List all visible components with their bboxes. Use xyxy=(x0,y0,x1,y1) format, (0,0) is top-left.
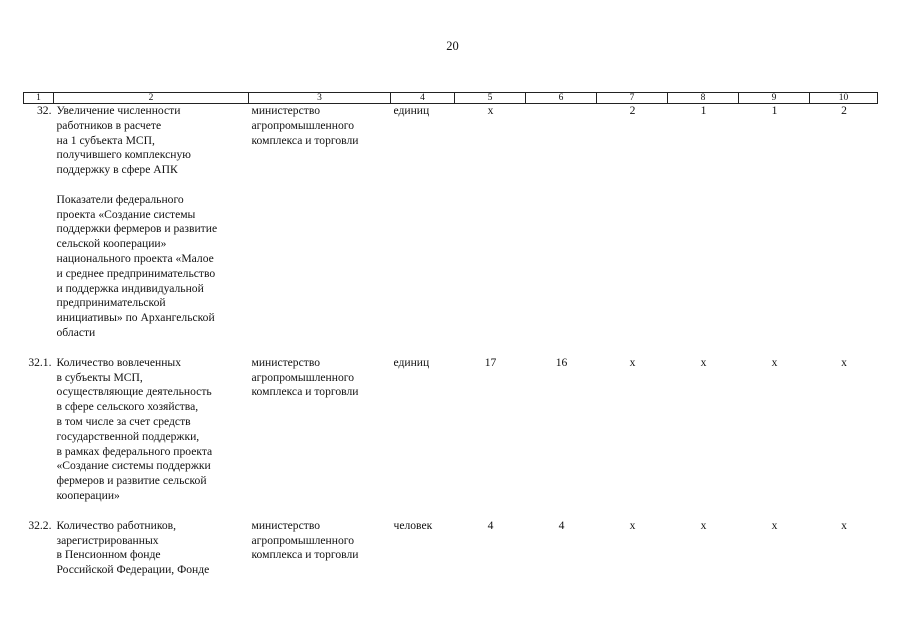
column-number: 6 xyxy=(526,93,597,104)
column-number: 3 xyxy=(249,93,391,104)
value-cell: х xyxy=(771,518,778,532)
table-row xyxy=(24,356,878,519)
responsible-org-line: агропромышленного xyxy=(251,533,355,547)
unit-cell: единиц xyxy=(393,104,430,117)
indicator-name xyxy=(54,104,249,356)
responsible-org-line: комплекса и торговли xyxy=(251,385,359,399)
responsible-org-line: министерство xyxy=(251,518,321,532)
indicator-name-line: в рамках федерального проекта xyxy=(56,444,213,458)
column-number: 4 xyxy=(391,93,455,104)
indicator-name-line: работников в расчете xyxy=(56,118,162,132)
unit-cell: человек xyxy=(393,518,433,532)
responsible-org-line: комплекса и торговли xyxy=(251,133,359,147)
unit-cell: единиц xyxy=(393,355,430,369)
table-row xyxy=(24,519,878,578)
value-cell: х xyxy=(771,355,778,369)
column-number: 10 xyxy=(810,93,878,104)
value-cell: 16 xyxy=(555,355,568,369)
responsible-org-line: комплекса и торговли xyxy=(251,548,359,562)
section-note-line: проекта «Создание системы xyxy=(56,207,196,221)
value-cell xyxy=(526,104,597,356)
value-cell: 4 xyxy=(558,518,565,532)
indicator-name-line: «Создание системы поддержки xyxy=(56,459,211,473)
responsible-org xyxy=(249,356,391,519)
indicator-name-line: зарегистрированных xyxy=(56,533,159,547)
responsible-org-line: агропромышленного xyxy=(251,118,355,132)
value-cell: х xyxy=(700,355,707,369)
indicator-name-line: государственной поддержки, xyxy=(56,429,200,443)
indicator-name-line: в субъекты МСП, xyxy=(56,370,143,384)
column-number: 1 xyxy=(24,93,54,104)
section-note-line: Показатели федерального xyxy=(56,192,184,206)
value-cell: 1 xyxy=(771,104,778,117)
column-number: 9 xyxy=(739,93,810,104)
section-note-line: и поддержка индивидуальной xyxy=(56,281,204,295)
section-note-line: области xyxy=(56,325,96,339)
value-cell: 17 xyxy=(484,355,497,369)
indicator-name-line: кооперации» xyxy=(56,488,120,502)
indicator-name-line: Количество работников, xyxy=(56,518,177,532)
column-number: 7 xyxy=(597,93,668,104)
page-number: 20 xyxy=(446,39,459,53)
indicator-name-line: поддержку в сфере АПК xyxy=(56,163,178,177)
value-cell: 2 xyxy=(841,104,847,117)
section-note-line: национального проекта «Малое xyxy=(56,251,214,265)
column-number-row xyxy=(24,93,878,104)
indicator-name-line: в Пенсионном фонде xyxy=(56,548,161,562)
responsible-org xyxy=(249,519,391,578)
row-number: 32.2. xyxy=(28,518,52,532)
value-cell: х xyxy=(841,355,847,369)
indicator-name-line: Количество вовлеченных xyxy=(56,355,181,369)
row-number: 32. xyxy=(37,104,52,117)
indicator-name-line: в сфере сельского хозяйства, xyxy=(56,400,199,414)
responsible-org-line: министерство xyxy=(251,355,321,369)
section-note-line: предпринимательской xyxy=(56,296,166,310)
indicators-table xyxy=(23,92,878,578)
value-cell: х xyxy=(700,518,707,532)
value-cell: х xyxy=(629,518,636,532)
section-note-line: инициативы» по Архангельской xyxy=(56,311,215,325)
value-cell: 2 xyxy=(629,104,636,117)
responsible-org xyxy=(249,104,391,356)
indicator-name-line: получившего комплексную xyxy=(56,148,191,162)
section-note-line: и среднее предпринимательство xyxy=(56,266,216,280)
indicator-name xyxy=(54,519,249,578)
indicator-name-line: в том числе за счет средств xyxy=(56,414,191,428)
value-cell: 1 xyxy=(700,104,707,117)
value-cell: х xyxy=(841,518,847,532)
value-cell: х xyxy=(487,104,494,117)
responsible-org-line: агропромышленного xyxy=(251,370,355,384)
row-number: 32.1. xyxy=(28,355,52,369)
indicator-name-line: Российской Федерации, Фонде xyxy=(56,563,210,577)
section-note-line: поддержки фермеров и развитие xyxy=(56,222,218,236)
table-row xyxy=(24,104,878,356)
value-cell: 4 xyxy=(487,518,494,532)
indicator-name-line: Увеличение численности xyxy=(56,104,181,117)
indicator-name-line: фермеров и развитие сельской xyxy=(56,474,207,488)
section-note-line: сельской кооперации» xyxy=(56,237,167,251)
column-number: 5 xyxy=(455,93,526,104)
indicator-name xyxy=(54,356,249,519)
column-number: 2 xyxy=(54,93,249,104)
column-number: 8 xyxy=(668,93,739,104)
indicator-name-line: на 1 субъекта МСП, xyxy=(56,133,155,147)
responsible-org-line: министерство xyxy=(251,104,321,117)
value-cell: х xyxy=(629,355,636,369)
indicator-name-line: осуществляющие деятельность xyxy=(56,385,212,399)
